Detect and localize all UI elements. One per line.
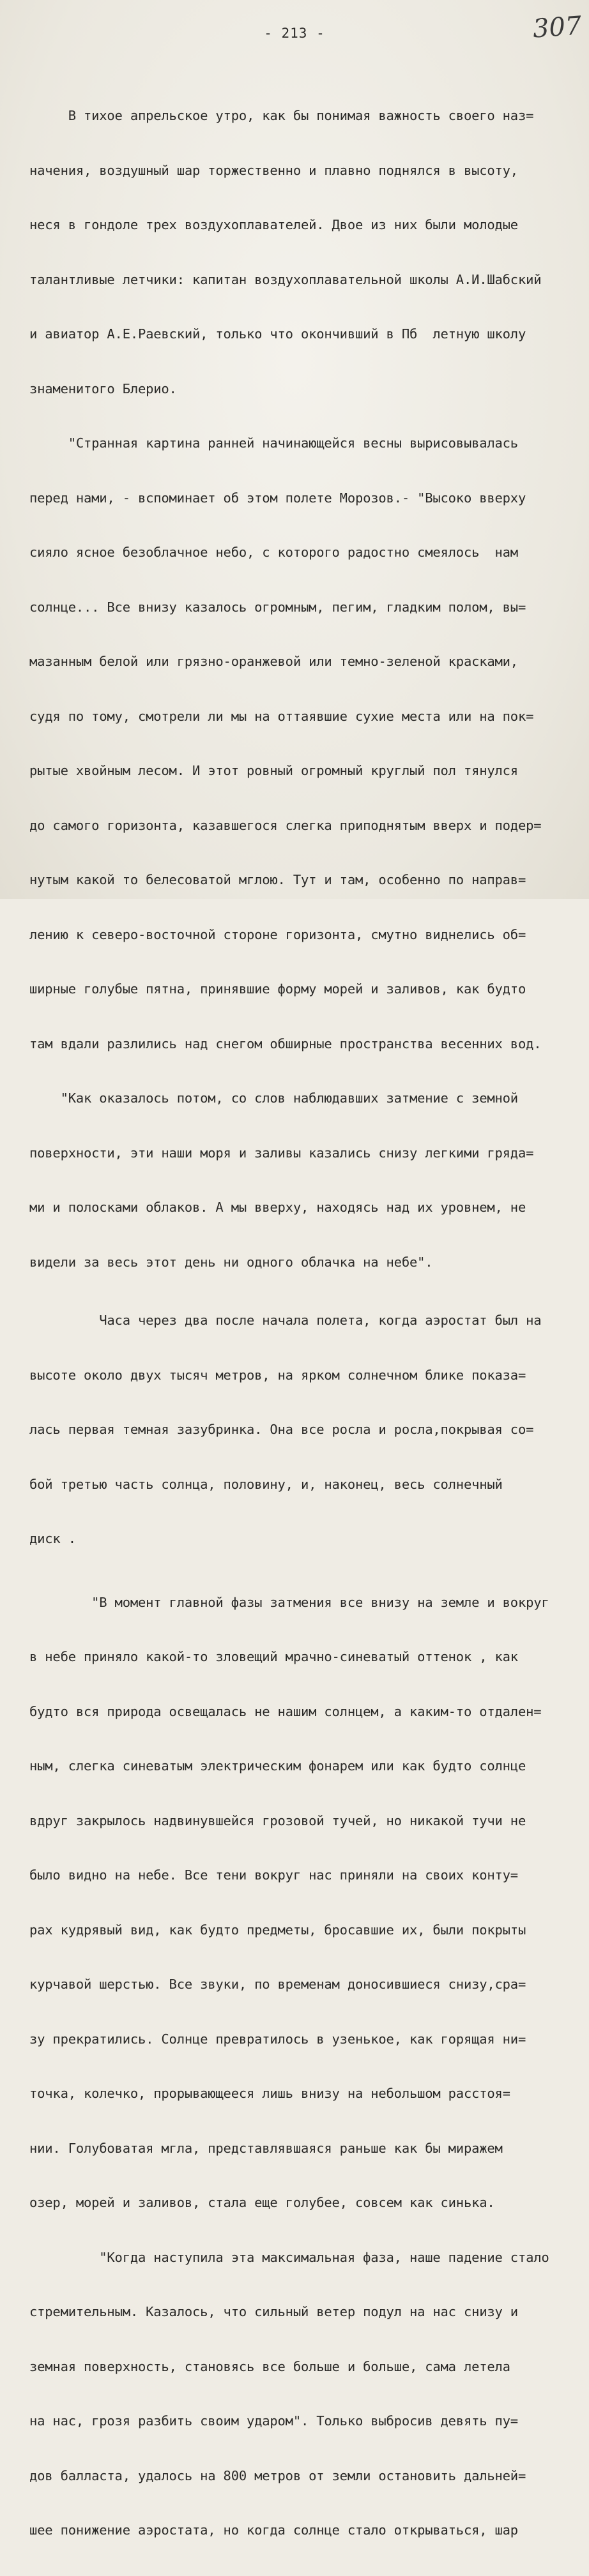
- text-line: начения, воздушный шар торжественно и плавно поднялся в высоту,: [29, 162, 518, 178]
- text-line: "Странная картина ранней начинающейся весны вырисовывалась: [29, 435, 518, 451]
- text-line: "Как оказалось потом, со слов наблюдавших затмение с земной: [29, 1090, 518, 1106]
- text-line: будто вся природа освещалась не нашим солнцем, а каким-то отдален=: [29, 1703, 542, 1719]
- text-line: в небе приняло какой-то зловещий мрачно-синеватый оттенок , как: [29, 1649, 518, 1664]
- text-line: солнце... Все внизу казалось огромным, пегим, гладким полом, вы=: [29, 599, 526, 615]
- text-line: бой третью часть солнца, половину, и, наконец, весь солнечный: [29, 1476, 503, 1492]
- text-line: на нас, грозя разбить своим ударом". Только выбросив девять пу=: [29, 2413, 518, 2429]
- text-line: Часа через два после начала полета, когда аэростат был на: [29, 1313, 542, 1328]
- text-line: знаменитого Блерио.: [29, 380, 177, 396]
- text-line: озер, морей и заливов, стала еще голубее, совсем как синька.: [29, 2195, 495, 2210]
- text-line: нии. Голубоватая мгла, представлявшаяся раньше как бы миражем: [29, 2140, 503, 2156]
- text-line: лению к северо-восточной стороне горизонта, смутно виднелись об=: [29, 926, 526, 942]
- text-line: зу прекратились. Солнце превратилось в узенькое, как горящая ни=: [29, 2031, 526, 2047]
- text-line: ным, слегка синеватым электрическим фонарем или как будто солнце: [29, 1758, 526, 1774]
- text-line: рах кудрявый вид, как будто предметы, бросавшие их, были покрыты: [29, 1922, 526, 1938]
- text-line: мазанным белой или грязно-оранжевой или темно-зеленой красками,: [29, 654, 518, 669]
- text-line: неся в гондоле трех воздухоплавателей. Двое из них были молодые: [29, 217, 518, 232]
- text-line: точка, колечко, прорывающееся лишь внизу на небольшом расстоя=: [29, 2086, 510, 2101]
- archive-number: 307: [532, 11, 583, 44]
- text-line: поверхности, эти наши моря и заливы казались снизу легкими гряда=: [29, 1145, 534, 1161]
- text-line: рытые хвойным лесом. И этот ровный огромный круглый пол тянулся: [29, 763, 518, 778]
- body-text: [29, 70, 586, 2576]
- text-line: там вдали разлились над снегом обширные пространства весенних вод.: [29, 1036, 542, 1051]
- text-line: В тихое апрельское утро, как бы понимая важность своего наз=: [29, 108, 534, 123]
- text-line: диск .: [29, 1531, 76, 1546]
- text-line: и авиатор А.Е.Раевский, только что окончивший в Пб летную школу: [29, 326, 526, 342]
- text-line: до самого горизонта, казавшегося слегка приподнятым вверх и подер=: [29, 817, 542, 833]
- text-line: было видно на небе. Все тени вокруг нас приняли на своих конту=: [29, 1867, 518, 1883]
- text-line: судя по тому, смотрели ли мы на оттаявшие сухие места или на пок=: [29, 708, 534, 724]
- page-number: - 213 -: [264, 26, 325, 41]
- text-line: сияло ясное безоблачное небо, с которого радостно смеялось нам: [29, 545, 518, 560]
- text-line: талантливые летчики: капитан воздухоплавательной школы А.И.Шабский: [29, 271, 542, 287]
- text-line: "В момент главной фазы затмения все внизу на земле и вокруг: [29, 1594, 549, 1610]
- text-line: курчавой шерстью. Все звуки, по временам доносившиеся снизу,сра=: [29, 1977, 526, 1992]
- text-line: вдруг закрылось надвинувшейся грозовой тучей, но никакой тучи не: [29, 1812, 526, 1828]
- text-line: высоте около двух тысяч метров, на ярком солнечном блике показа=: [29, 1367, 526, 1383]
- text-line: "Когда наступила эта максимальная фаза, наше падение стало: [29, 2249, 549, 2265]
- text-line: видели за весь этот день ни одного облачка на небе".: [29, 1254, 433, 1270]
- text-line: ширные голубые пятна, принявшие форму морей и заливов, как будто: [29, 981, 526, 997]
- text-line: дов балласта, удалось на 800 метров от земли остановить дальней=: [29, 2467, 526, 2483]
- text-line: земная поверхность, становясь все больше и больше, сама летела: [29, 2358, 510, 2374]
- text-line: перед нами, - вспоминает об этом полете Морозов.- "Высоко вверху: [29, 490, 526, 506]
- text-line: ми и полосками облаков. А мы вверху, находясь над их уровнем, не: [29, 1200, 526, 1215]
- text-line: нутым какой то белесоватой мглою. Тут и там, особенно по направ=: [29, 872, 526, 887]
- text-line: шее понижение аэростата, но когда солнце стало открываться, шар: [29, 2522, 518, 2538]
- text-line: лась первая темная зазубринка. Она все росла и росла,покрывая со=: [29, 1422, 534, 1437]
- text-line: стремительным. Казалось, что сильный ветер подул на нас снизу и: [29, 2304, 518, 2319]
